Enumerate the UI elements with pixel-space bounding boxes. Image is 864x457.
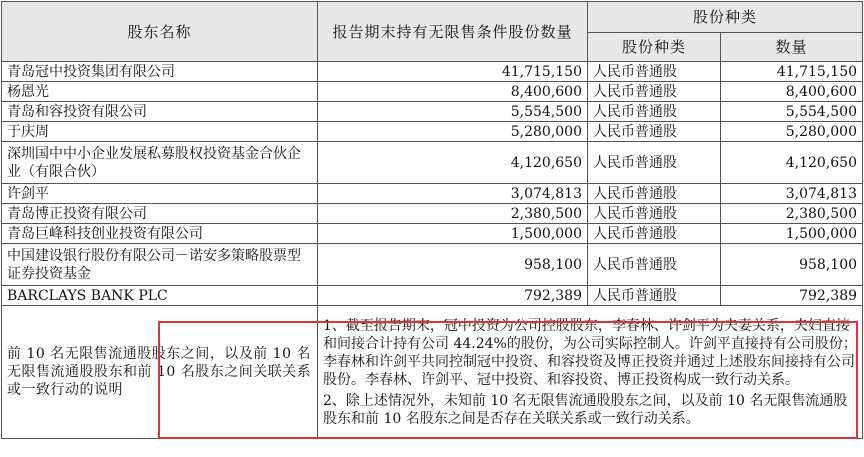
cell-quantity-held: 2,380,500 bbox=[318, 204, 588, 224]
cell-shareholder-name: 许剑平 bbox=[2, 184, 318, 204]
notes-body bbox=[318, 306, 863, 439]
header-share-type-group: 股份种类 bbox=[588, 2, 863, 33]
cell-shareholder-name: 于庆周 bbox=[2, 122, 318, 142]
header-share-type: 股份种类 bbox=[588, 33, 721, 62]
cell-quantity-held: 1,500,000 bbox=[318, 224, 588, 244]
table-row bbox=[2, 122, 863, 142]
cell-share-type: 人民币普通股 bbox=[588, 102, 721, 122]
header-quantity-held: 报告期末持有无限售条件股份数量 bbox=[318, 2, 588, 62]
table-row bbox=[2, 184, 863, 204]
cell-amount: 4,120,650 bbox=[721, 142, 863, 184]
note-item-1: 1、截至报告期末，冠中投资为公司控股股东，李春林、许剑平为夫妻关系，夫妇直接和间接合计持有公司 44.24%的股份，为公司实际控制人。许剑平直接持有公司股份；李春林和许剑平共同控制冠中投资、和容投资及博正投资并通过上述股东间接持有公司股份。李春林、许剑平、冠中投资、和容投资、博正投资构成一致行动关系。 bbox=[323, 317, 857, 388]
cell-share-type: 人民币普通股 bbox=[588, 286, 721, 306]
cell-share-type: 人民币普通股 bbox=[588, 204, 721, 224]
cell-quantity-held: 41,715,150 bbox=[318, 62, 588, 82]
cell-amount: 41,715,150 bbox=[721, 62, 863, 82]
cell-amount: 8,400,600 bbox=[721, 82, 863, 102]
cell-quantity-held: 5,280,000 bbox=[318, 122, 588, 142]
cell-shareholder-name: 深圳国中中小企业发展私募股权投资基金合伙企业（有限合伙） bbox=[2, 142, 318, 184]
shareholders-table bbox=[1, 1, 863, 439]
header-shareholder-name: 股东名称 bbox=[2, 2, 318, 62]
cell-amount: 792,389 bbox=[721, 286, 863, 306]
table-row bbox=[2, 102, 863, 122]
header-amount: 数量 bbox=[721, 33, 863, 62]
table-row bbox=[2, 82, 863, 102]
cell-quantity-held: 8,400,600 bbox=[318, 82, 588, 102]
cell-shareholder-name: 青岛和容投资有限公司 bbox=[2, 102, 318, 122]
cell-quantity-held: 792,389 bbox=[318, 286, 588, 306]
cell-share-type: 人民币普通股 bbox=[588, 142, 721, 184]
cell-quantity-held: 5,554,500 bbox=[318, 102, 588, 122]
cell-shareholder-name: 中国建设银行股份有限公司－诺安多策略股票型证券投资基金 bbox=[2, 244, 318, 286]
cell-amount: 5,280,000 bbox=[721, 122, 863, 142]
cell-shareholder-name: 青岛冠中投资集团有限公司 bbox=[2, 62, 318, 82]
table-row bbox=[2, 286, 863, 306]
notes-row bbox=[2, 306, 863, 439]
table-row bbox=[2, 224, 863, 244]
header-row bbox=[2, 2, 863, 33]
cell-share-type: 人民币普通股 bbox=[588, 184, 721, 204]
cell-shareholder-name: 青岛巨峰科技创业投资有限公司 bbox=[2, 224, 318, 244]
table-row bbox=[2, 244, 863, 286]
cell-amount: 1,500,000 bbox=[721, 224, 863, 244]
cell-shareholder-name: 杨恩光 bbox=[2, 82, 318, 102]
cell-share-type: 人民币普通股 bbox=[588, 224, 721, 244]
cell-quantity-held: 958,100 bbox=[318, 244, 588, 286]
note-item-2: 2、除上述情况外，未知前 10 名无限售流通股股东之间，以及前 10 名无限售流通股股东和前 10 名股东之间是否存在关联关系或一致行动关系。 bbox=[323, 392, 848, 427]
table-row bbox=[2, 204, 863, 224]
cell-share-type: 人民币普通股 bbox=[588, 62, 721, 82]
notes-label: 前 10 名无限售流通股股东之间，以及前 10 名无限售流通股股东和前 10 名股东之间关联关系或一致行动的说明 bbox=[2, 306, 318, 439]
cell-share-type: 人民币普通股 bbox=[588, 82, 721, 102]
cell-amount: 2,380,500 bbox=[721, 204, 863, 224]
cell-shareholder-name: 青岛博正投资有限公司 bbox=[2, 204, 318, 224]
table-row bbox=[2, 142, 863, 184]
cell-share-type: 人民币普通股 bbox=[588, 122, 721, 142]
cell-quantity-held: 3,074,813 bbox=[318, 184, 588, 204]
cell-amount: 5,554,500 bbox=[721, 102, 863, 122]
cell-quantity-held: 4,120,650 bbox=[318, 142, 588, 184]
cell-shareholder-name: BARCLAYS BANK PLC bbox=[2, 286, 318, 306]
cell-amount: 3,074,813 bbox=[721, 184, 863, 204]
cell-share-type: 人民币普通股 bbox=[588, 244, 721, 286]
cell-amount: 958,100 bbox=[721, 244, 863, 286]
table-row bbox=[2, 62, 863, 82]
